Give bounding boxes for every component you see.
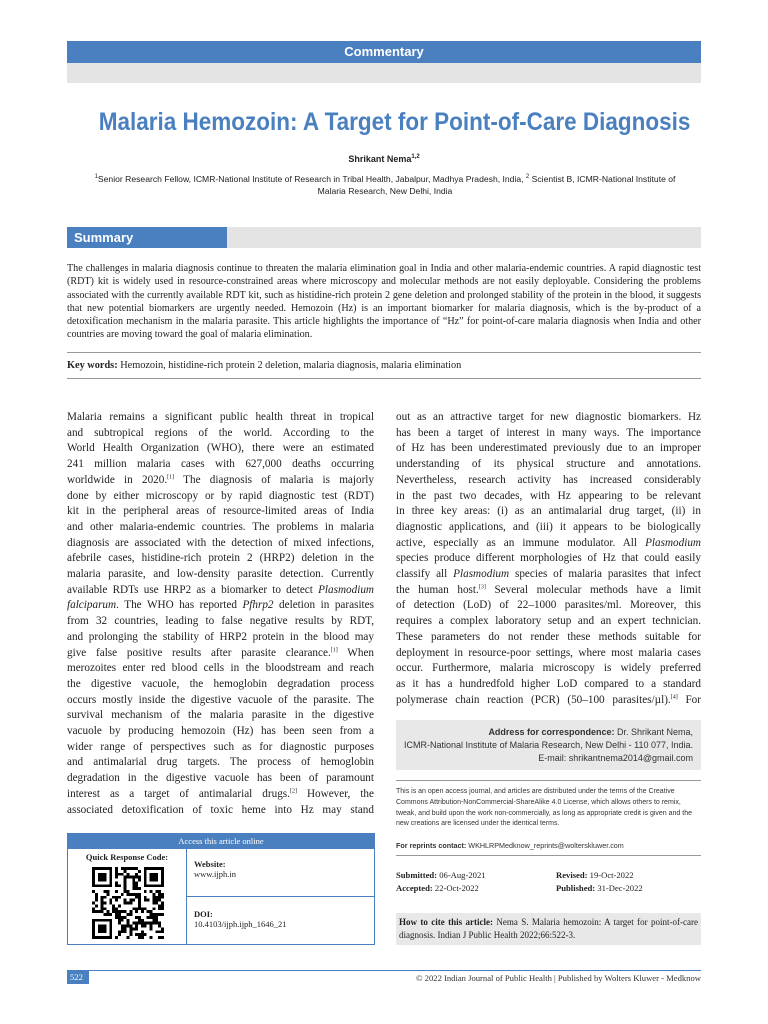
- access-heading: Access this article online: [68, 834, 374, 849]
- author-line: [67, 154, 701, 164]
- keywords-label: Key words:: [67, 360, 118, 371]
- body-line: worldwide in 2020.[1] The diagnosis of malaria is majorly: [67, 473, 374, 486]
- website-cell: [186, 849, 374, 897]
- body-line: and subtropical regions of the world. According to the: [67, 426, 374, 439]
- revised-value: 19-Oct-2022: [587, 870, 634, 880]
- published-value: 31-Dec-2022: [595, 883, 643, 893]
- body-line: occurs mostly inside the digestive vacuole of the parasite. The: [67, 693, 374, 706]
- body-line: afebrile cases, histidine-rich protein 2 (HRP2) deletion in the: [67, 552, 374, 565]
- correspondence-label: Address for correspondence:: [488, 727, 615, 737]
- website-label: Website:: [194, 859, 226, 869]
- affil-text-1: Senior Research Fellow, ICMR-National Institute of Research in Tribal Health, Jabalpur, Madhya Pradesh, India,: [97, 174, 526, 184]
- author-superscript: 1,2: [411, 154, 420, 160]
- correspondence-box: [396, 720, 701, 770]
- body-line: from 32 countries, leading to false negative results by RDT,: [67, 615, 374, 628]
- banner-shade: [67, 63, 701, 83]
- revised-date: [556, 870, 634, 880]
- body-line: active, especially as an immune modulator. All Plasmodium: [396, 536, 701, 549]
- body-line: vacuole by producing hemozoin (Hz) has been seen from a: [67, 725, 374, 738]
- body-line: 241 million malaria cases with 627,000 deaths occurring: [67, 458, 374, 471]
- revised-label: Revised:: [556, 870, 588, 880]
- body-line: World Health Organization (WHO), there were an estimated: [67, 442, 374, 455]
- body-line: done by either microscopy or by rapid diagnostic test (RDT): [67, 489, 374, 502]
- summary-text: The challenges in malaria diagnosis continue to threaten the malaria elimination goal in India and other malaria-endemic countries. A rapid diagnostic test (RDT) kit is widely used in resource-constrained areas where microscopy and molecular methods are not easily deployable. Considering the problems associated with the currently available RDT kit, such as histidine-rich protein 2 gene deletion and prolonged stability of the protein in the blood, it suggests that new potential biomarkers are urgently needed. Hemozoin (Hz) is an important biomarker for malaria diagnosis, which is the by-product of a detoxification mechanism in the malaria parasite. This article highlights the importance of “Hz” for point-of-care malaria diagnosis when India and other countries are moving toward the goal of malaria elimination.: [67, 263, 701, 341]
- accepted-value: 22-Oct-2022: [432, 883, 479, 893]
- body-column-left: [67, 410, 374, 818]
- section-banner: [67, 41, 701, 63]
- body-line: survival mechanism of the malaria parasite in the digestive: [67, 709, 374, 722]
- qr-code-icon[interactable]: [92, 867, 164, 939]
- body-line: the human host.[3] Several molecular methods have a limit: [396, 583, 701, 596]
- citation-value: Nema S. Malaria hemozoin: A target for point-of-care diagnosis. Indian J Public Health 2022;66:522-3.: [399, 917, 698, 940]
- body-line: out as an attractive target for new diagnostic biomarkers. Hz: [396, 411, 701, 423]
- body-line: wider range of perspectives such as for diagnostic purposes: [67, 740, 374, 753]
- correspondence-name: Dr. Shrikant Nema,: [614, 727, 693, 737]
- body-line: Nevertheless, research activity has increased considerably: [396, 473, 701, 486]
- keywords-rule-bottom: [67, 378, 701, 379]
- body-line: associated detoxification of toxic heme into Hz may stand: [67, 803, 374, 816]
- body-line: polymerase chain reaction (PCR) (50–100 parasites/µl).[4] For: [396, 693, 701, 706]
- body-line: in three key areas: (i) as an antimalarial drug target, (ii) in: [396, 505, 701, 518]
- correspondence-address: ICMR-National Institute of Malaria Research, New Delhi - 110 077, India.: [404, 740, 693, 750]
- summary-heading: Summary: [67, 227, 227, 248]
- affil-sup-1: 1: [94, 174, 98, 181]
- keywords-text: Hemozoin, histidine-rich protein 2 deletion, malaria diagnosis, malaria elimination: [117, 360, 462, 371]
- license-text: This is an open access journal, and articles are distributed under the terms of the Creative Commons Attribution-NonCommercial-ShareAlike 4.0 License, which allows others to remix, tweak, and build upon the work non-commercially, as long as appropriate credit is given and the new creations are licensed under the identical terms.: [396, 788, 692, 828]
- body-line: of detection (LoD) of 22–1000 parasites/ml. Moreover, this: [396, 599, 701, 612]
- body-line: occur. Furthermore, malaria microscopy is widely preferred: [396, 662, 701, 675]
- body-line: Malaria remains a significant public health threat in tropical: [67, 411, 374, 423]
- footer-copyright: © 2022 Indian Journal of Public Health | Published by Wolters Kluwer - Medknow: [416, 973, 701, 983]
- reprints-email[interactable]: WKHLRPMedknow_reprints@wolterskluwer.com: [466, 841, 624, 850]
- body-line: species produce different morphologies of Hz that could easily: [396, 552, 701, 565]
- doi-link[interactable]: 10.4103/ijph.ijph_1646_21: [194, 919, 287, 929]
- body-line: in the past two decades, with Hz appearing to be relevant: [396, 489, 701, 502]
- accepted-date: [396, 883, 479, 893]
- body-line: available RDTs use HRP2 as a biomarker to detect Plasmodium: [67, 583, 374, 596]
- access-online-box: [67, 833, 375, 945]
- body-line: falciparum. The WHO has reported Pfhrp2 deletion in parasites: [67, 599, 374, 612]
- doi-label: DOI:: [194, 909, 213, 919]
- accepted-label: Accepted:: [396, 883, 433, 893]
- dates-rule: [396, 855, 701, 856]
- qr-column: [68, 849, 187, 944]
- body-line: interest as a target of antimalarial drugs.[2] However, the: [67, 787, 374, 800]
- body-line: give false positive results after parasite clearance.[1] When: [67, 646, 374, 659]
- article-title: Malaria Hemozoin: A Target for Point-of-Care Diagnosis: [98, 108, 691, 136]
- body-line: kit in the peripheral areas of resource-limited areas of India: [67, 505, 374, 518]
- page-number: 522: [67, 971, 89, 984]
- body-line: malaria parasite, and low-density parasite detection. Currently: [67, 568, 374, 581]
- reprints-line: [396, 841, 701, 850]
- affil-text-2: Scientist B, ICMR-National Institute of Malaria Research, New Delhi, India: [317, 174, 676, 196]
- keywords-rule-top: [67, 352, 701, 353]
- body-line: diagnostic applications, and (iii) it appears to be biologically: [396, 520, 701, 533]
- author-name: Shrikant Nema: [348, 154, 412, 164]
- submitted-label: Submitted:: [396, 870, 438, 880]
- body-line: deployment in resource-poor settings, where most malaria cases: [396, 646, 701, 659]
- body-column-right: [396, 410, 701, 708]
- citation-box: [396, 913, 701, 945]
- license-rule: [396, 780, 701, 781]
- submitted-value: 06-Aug-2021: [437, 870, 486, 880]
- body-line: and antimalarial drug targets. The process of hemoglobin: [67, 756, 374, 769]
- website-link[interactable]: www.ijph.in: [194, 869, 236, 879]
- body-line: and prolonging the stability of HRP2 protein in the blood may: [67, 630, 374, 643]
- body-line: degradation in the digestive vacuole has been of paramount: [67, 772, 374, 785]
- section-label: Commentary: [344, 44, 424, 59]
- doi-cell: [186, 897, 374, 944]
- citation-text: [399, 916, 698, 942]
- body-line: diagnosis are associated with the detection of mixed infections,: [67, 536, 374, 549]
- correspondence-text: [404, 726, 693, 765]
- body-line: These parameters do not render these methods suitable for: [396, 630, 701, 643]
- qr-label: Quick Response Code:: [85, 852, 169, 862]
- body-line: the digestive vacuole, the hemoglobin degradation process: [67, 677, 374, 690]
- body-line: as it has a hundredfold higher LoD compared to a standard: [396, 677, 701, 690]
- affiliations: [90, 173, 680, 197]
- body-line: has been a target of interest in many ways. The importance: [396, 426, 701, 439]
- reprints-label: For reprints contact:: [396, 841, 467, 850]
- published-label: Published:: [556, 883, 596, 893]
- body-line: classify all Plasmodium species of malaria parasites that infect: [396, 568, 701, 581]
- body-line: requires a complex laboratory setup and an expert technician.: [396, 615, 701, 628]
- keywords: [67, 360, 701, 371]
- body-line: understanding of its physical structure and annotations.: [396, 458, 701, 471]
- submitted-date: [396, 870, 486, 880]
- body-line: and other malaria-endemic countries. The problems in malaria: [67, 520, 374, 533]
- affil-sup-2: 2: [525, 174, 530, 181]
- published-date: [556, 883, 643, 893]
- correspondence-email[interactable]: E-mail: shrikantnema2014@gmail.com: [538, 753, 693, 763]
- citation-label: How to cite this article:: [399, 917, 493, 927]
- body-line: of Hz has been underestimated previously due to an improper: [396, 442, 701, 455]
- body-line: merozoites enter red blood cells in the bloodstream and reach: [67, 662, 374, 675]
